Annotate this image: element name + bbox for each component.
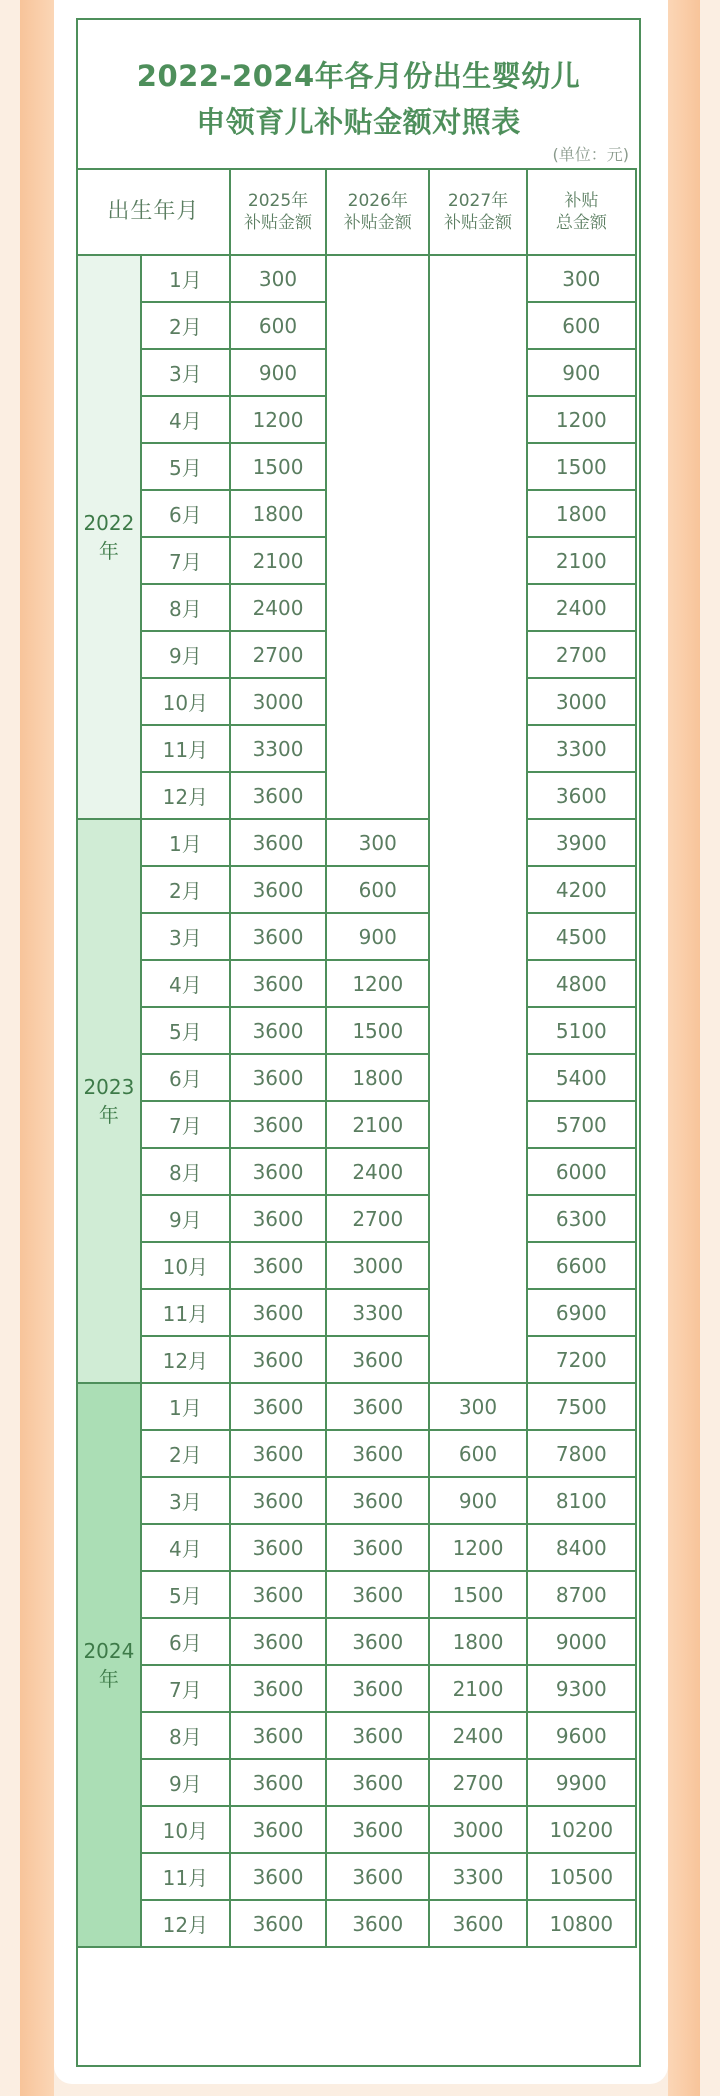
total-amount-cell: 5700 <box>527 1101 636 1148</box>
amount-2026-cell: 600 <box>326 866 429 913</box>
amount-2026-cell: 3600 <box>326 1806 429 1853</box>
amount-2025-cell: 3600 <box>230 819 326 866</box>
total-amount-cell: 6600 <box>527 1242 636 1289</box>
header-total <box>527 169 636 255</box>
table-row <box>77 960 636 1007</box>
table-row <box>77 1289 636 1336</box>
amount-2025-cell: 1800 <box>230 490 326 537</box>
amount-2026-cell: 3600 <box>326 1383 429 1430</box>
month-cell: 1月 <box>141 1383 230 1430</box>
amount-2027-cell: 1800 <box>429 1618 526 1665</box>
total-amount-cell: 1200 <box>527 396 636 443</box>
amount-2025-cell: 1500 <box>230 443 326 490</box>
total-amount-cell: 3300 <box>527 725 636 772</box>
year-suffix: 年 <box>98 1667 119 1691</box>
amount-2025-cell: 3600 <box>230 1148 326 1195</box>
total-amount-cell: 5100 <box>527 1007 636 1054</box>
total-amount-cell: 7200 <box>527 1336 636 1383</box>
header-2027-label: 补贴金额 <box>444 213 513 233</box>
amount-2027-cell: 900 <box>429 1477 526 1524</box>
month-cell: 5月 <box>141 1007 230 1054</box>
amount-2025-cell: 3600 <box>230 1289 326 1336</box>
amount-2025-cell: 3600 <box>230 1383 326 1430</box>
amount-2025-cell: 3600 <box>230 1195 326 1242</box>
month-cell: 1月 <box>141 255 230 302</box>
header-2027 <box>429 169 526 255</box>
amount-2026-cell: 2400 <box>326 1148 429 1195</box>
amount-2027-cell: 300 <box>429 1383 526 1430</box>
total-amount-cell: 2400 <box>527 584 636 631</box>
table-row <box>77 1665 636 1712</box>
month-cell: 2月 <box>141 866 230 913</box>
amount-2025-cell: 3600 <box>230 1712 326 1759</box>
amount-2025-cell: 900 <box>230 349 326 396</box>
month-cell: 12月 <box>141 772 230 819</box>
total-amount-cell: 10200 <box>527 1806 636 1853</box>
header-2026-label: 补贴金额 <box>343 213 412 233</box>
month-cell: 7月 <box>141 537 230 584</box>
total-amount-cell: 6300 <box>527 1195 636 1242</box>
amount-2026-cell: 3600 <box>326 1571 429 1618</box>
month-cell: 6月 <box>141 1618 230 1665</box>
amount-2026-cell: 1200 <box>326 960 429 1007</box>
year-label: 2023 <box>83 1075 135 1099</box>
amount-2027-cell: 3000 <box>429 1806 526 1853</box>
table-body <box>77 255 636 1947</box>
amount-2025-cell: 3600 <box>230 1101 326 1148</box>
amount-2026-cell: 3600 <box>326 1853 429 1900</box>
total-amount-cell: 4800 <box>527 960 636 1007</box>
amount-2027-cell: 2700 <box>429 1759 526 1806</box>
amount-2027-cell: 1500 <box>429 1571 526 1618</box>
total-amount-cell: 8400 <box>527 1524 636 1571</box>
subsidy-table-sheet <box>76 18 641 2067</box>
month-cell: 5月 <box>141 443 230 490</box>
month-cell: 2月 <box>141 1430 230 1477</box>
month-cell: 1月 <box>141 819 230 866</box>
table-row <box>77 1571 636 1618</box>
amount-2025-cell: 2400 <box>230 584 326 631</box>
header-2026-year: 2026年 <box>347 191 408 211</box>
month-cell: 2月 <box>141 302 230 349</box>
header-birth-month: 出生年月 <box>77 169 230 255</box>
amount-2026-cell: 3300 <box>326 1289 429 1336</box>
total-amount-cell: 4200 <box>527 866 636 913</box>
table-row <box>77 1524 636 1571</box>
header-2026 <box>326 169 429 255</box>
total-amount-cell: 6900 <box>527 1289 636 1336</box>
year-group-label <box>77 255 141 819</box>
table-row <box>77 1148 636 1195</box>
amount-2025-cell: 3600 <box>230 1054 326 1101</box>
amount-2026-cell: 900 <box>326 913 429 960</box>
total-amount-cell: 8700 <box>527 1571 636 1618</box>
month-cell: 9月 <box>141 631 230 678</box>
total-amount-cell: 2700 <box>527 631 636 678</box>
amount-2026-cell: 3600 <box>326 1618 429 1665</box>
amount-2025-cell: 3600 <box>230 1007 326 1054</box>
total-amount-cell: 900 <box>527 349 636 396</box>
amount-2026-cell: 3000 <box>326 1242 429 1289</box>
amount-2025-cell: 300 <box>230 255 326 302</box>
amount-2025-cell: 3600 <box>230 960 326 1007</box>
amount-2025-cell: 3600 <box>230 1618 326 1665</box>
amount-2025-cell: 3600 <box>230 1853 326 1900</box>
amount-2025-cell: 3600 <box>230 1665 326 1712</box>
year-suffix: 年 <box>98 1103 119 1127</box>
total-amount-cell: 10800 <box>527 1900 636 1947</box>
amount-2027-cell: 1200 <box>429 1524 526 1571</box>
amount-2025-cell: 3600 <box>230 772 326 819</box>
month-cell: 11月 <box>141 725 230 772</box>
month-cell: 9月 <box>141 1195 230 1242</box>
amount-2025-cell: 3600 <box>230 866 326 913</box>
amount-2026-cell: 1500 <box>326 1007 429 1054</box>
amount-2026-cell: 3600 <box>326 1665 429 1712</box>
table-row <box>77 1712 636 1759</box>
amount-2026-cell: 3600 <box>326 1759 429 1806</box>
amount-2026-cell: 1800 <box>326 1054 429 1101</box>
year-label: 2024 <box>83 1639 135 1663</box>
header-2025 <box>230 169 326 255</box>
total-amount-cell: 9600 <box>527 1712 636 1759</box>
month-cell: 4月 <box>141 396 230 443</box>
year-group-label <box>77 819 141 1383</box>
amount-2025-cell: 3600 <box>230 1571 326 1618</box>
month-cell: 7月 <box>141 1101 230 1148</box>
amount-2026-cell: 3600 <box>326 1430 429 1477</box>
month-cell: 6月 <box>141 490 230 537</box>
table-title-line2: 申领育儿补贴金额对照表 <box>196 105 521 139</box>
amount-2026-cell: 2700 <box>326 1195 429 1242</box>
header-2027-year: 2027年 <box>447 191 509 211</box>
table-row <box>77 1759 636 1806</box>
table-row <box>77 1853 636 1900</box>
table-row <box>77 819 636 866</box>
month-cell: 3月 <box>141 913 230 960</box>
table-row <box>77 1007 636 1054</box>
total-amount-cell: 300 <box>527 255 636 302</box>
amount-2025-cell: 3600 <box>230 1806 326 1853</box>
year-group-label <box>77 1383 141 1947</box>
total-amount-cell: 10500 <box>527 1853 636 1900</box>
amount-2027-cell: 3600 <box>429 1900 526 1947</box>
month-cell: 12月 <box>141 1336 230 1383</box>
month-cell: 8月 <box>141 1712 230 1759</box>
year-suffix: 年 <box>98 539 119 563</box>
total-amount-cell: 3000 <box>527 678 636 725</box>
month-cell: 10月 <box>141 678 230 725</box>
month-cell: 10月 <box>141 1242 230 1289</box>
unit-note: (单位：元) <box>552 145 629 164</box>
table-row <box>77 1430 636 1477</box>
month-cell: 8月 <box>141 1148 230 1195</box>
month-cell: 4月 <box>141 1524 230 1571</box>
amount-2025-cell: 3600 <box>230 1900 326 1947</box>
right-decor-band <box>668 0 700 2096</box>
month-cell: 12月 <box>141 1900 230 1947</box>
amount-2025-cell: 600 <box>230 302 326 349</box>
month-cell: 10月 <box>141 1806 230 1853</box>
table-row <box>77 1101 636 1148</box>
month-cell: 5月 <box>141 1571 230 1618</box>
amount-2025-cell: 3600 <box>230 1524 326 1571</box>
empty-2027-cell <box>429 255 526 1383</box>
month-cell: 8月 <box>141 584 230 631</box>
amount-2025-cell: 3600 <box>230 913 326 960</box>
total-amount-cell: 9900 <box>527 1759 636 1806</box>
left-decor-band <box>20 0 54 2096</box>
amount-2025-cell: 3300 <box>230 725 326 772</box>
month-cell: 3月 <box>141 349 230 396</box>
total-amount-cell: 2100 <box>527 537 636 584</box>
amount-2025-cell: 2700 <box>230 631 326 678</box>
total-amount-cell: 1800 <box>527 490 636 537</box>
amount-2025-cell: 3000 <box>230 678 326 725</box>
amount-2026-cell: 2100 <box>326 1101 429 1148</box>
amount-2026-cell: 3600 <box>326 1524 429 1571</box>
amount-2026-cell: 300 <box>326 819 429 866</box>
amount-2025-cell: 3600 <box>230 1477 326 1524</box>
total-amount-cell: 8100 <box>527 1477 636 1524</box>
month-cell: 11月 <box>141 1289 230 1336</box>
amount-2027-cell: 3300 <box>429 1853 526 1900</box>
total-amount-cell: 5400 <box>527 1054 636 1101</box>
table-row <box>77 1477 636 1524</box>
table-row <box>77 1336 636 1383</box>
amount-2027-cell: 2100 <box>429 1665 526 1712</box>
month-cell: 4月 <box>141 960 230 1007</box>
total-amount-cell: 7500 <box>527 1383 636 1430</box>
month-cell: 11月 <box>141 1853 230 1900</box>
total-amount-cell: 7800 <box>527 1430 636 1477</box>
total-amount-cell: 9300 <box>527 1665 636 1712</box>
amount-2027-cell: 600 <box>429 1430 526 1477</box>
total-amount-cell: 6000 <box>527 1148 636 1195</box>
empty-2026-cell <box>326 255 429 819</box>
amount-2026-cell: 3600 <box>326 1900 429 1947</box>
amount-2025-cell: 2100 <box>230 537 326 584</box>
table-title-line1: 2022-2024年各月份出生婴幼儿 <box>136 59 581 93</box>
amount-2025-cell: 1200 <box>230 396 326 443</box>
month-cell: 6月 <box>141 1054 230 1101</box>
total-amount-cell: 9000 <box>527 1618 636 1665</box>
total-amount-cell: 3600 <box>527 772 636 819</box>
table-row <box>77 1618 636 1665</box>
subsidy-table <box>76 168 637 1948</box>
amount-2025-cell: 3600 <box>230 1336 326 1383</box>
amount-2025-cell: 3600 <box>230 1759 326 1806</box>
header-total-line1: 补贴 <box>564 191 599 211</box>
table-row <box>77 866 636 913</box>
table-row <box>77 1383 636 1430</box>
amount-2027-cell: 2400 <box>429 1712 526 1759</box>
amount-2025-cell: 3600 <box>230 1430 326 1477</box>
table-row <box>77 1242 636 1289</box>
table-row <box>77 1900 636 1947</box>
total-amount-cell: 1500 <box>527 443 636 490</box>
total-amount-cell: 600 <box>527 302 636 349</box>
header-2025-label: 补贴金额 <box>244 213 313 233</box>
table-row <box>77 1195 636 1242</box>
table-row <box>77 913 636 960</box>
month-cell: 7月 <box>141 1665 230 1712</box>
amount-2026-cell: 3600 <box>326 1336 429 1383</box>
table-row <box>77 1054 636 1101</box>
month-cell: 3月 <box>141 1477 230 1524</box>
header-row <box>77 169 636 255</box>
total-amount-cell: 4500 <box>527 913 636 960</box>
total-amount-cell: 3900 <box>527 819 636 866</box>
month-cell: 9月 <box>141 1759 230 1806</box>
table-row <box>77 255 636 302</box>
amount-2026-cell: 3600 <box>326 1712 429 1759</box>
table-row <box>77 1806 636 1853</box>
amount-2025-cell: 3600 <box>230 1242 326 1289</box>
amount-2026-cell: 3600 <box>326 1477 429 1524</box>
header-2025-year: 2025年 <box>247 191 309 211</box>
year-label: 2022 <box>83 511 135 535</box>
header-total-line2: 总金额 <box>555 213 607 233</box>
